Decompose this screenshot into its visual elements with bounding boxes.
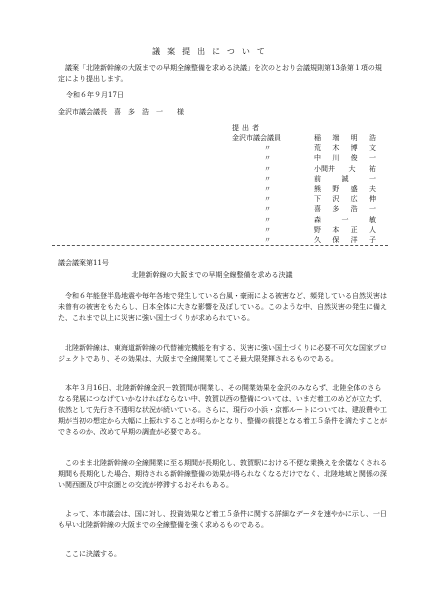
ditto-mark: 〃	[264, 236, 271, 244]
ditto-mark: 〃	[264, 144, 271, 153]
resolution-paragraph: 北陸新幹線は、東海道新幹線の代替補完機能を有する、災害に強い国土づくりに必要不可欠な国家プロジェクトであり、その効果は、大阪まで全線開業してこそ最大限発揮されるものである。	[58, 344, 387, 363]
member-name: 森 一 敏	[314, 215, 376, 224]
date: 令和６年９月17日	[66, 91, 124, 99]
ditto-mark: 〃	[264, 174, 271, 183]
member-name: 稲 端 明 浩	[314, 134, 376, 142]
bill-title: 北陸新幹線の大阪までの早期全線整備を求める決議	[131, 271, 293, 279]
member-name: 喜 多 浩 一	[314, 205, 376, 214]
ditto-mark: 〃	[264, 225, 271, 234]
submitter-label: 提出者	[232, 124, 262, 132]
ditto-mark: 〃	[264, 154, 271, 163]
ditto-mark: 〃	[264, 205, 271, 214]
member-name: 小間井 大 祐	[314, 164, 376, 173]
member-name: 野 本 正 人	[314, 225, 376, 234]
resolution-paragraph: 令和６年能登半島地震や毎年各地で発生している台風・豪雨による被害など、頻発している自然災害は未曾有の被害をもたらし、日本全体に大きな影響を及ぼしている。このような中、自然災害の発生に備えた、これまで以上に災害に強い国土づくりが求められている。	[58, 292, 387, 322]
document-title: 議案提出について	[152, 47, 272, 56]
addressee: 金沢市議会議長 喜 多 浩 一 様	[58, 108, 184, 116]
member-name: 下 沢 広 伸	[314, 195, 376, 204]
member-name: 中 川 俊 一	[314, 154, 376, 163]
member-name: 久 保 洋 子	[314, 236, 376, 244]
resolution-paragraph: 本年３月16日、北陸新幹線金沢－敦賀間が開業し、その開業効果を金沢のみならず、北陸全体のさらなる発展につなげていかなければならない中、敦賀以西の整備については、いまだ着工のめどが立たず、依然として先行き不透明な状況が続いている。さらに、現行の小浜・京都ルートについては、建設費や工期が当初の想定から大幅に上振れすることが明らかとなり、整備の前提となる着工５条件を満たすことができるのか、改めて早期の調査が必要である。	[58, 384, 387, 436]
member-name: 荒 木 博 文	[314, 144, 376, 153]
intro-text: 議案「北陸新幹線の大阪までの早期全線整備を求める決議」を次のとおり会議規則第13条第１項の規定により提出します。	[58, 64, 382, 83]
ditto-mark: 〃	[264, 215, 271, 224]
bill-number: 議会議案第11号	[58, 259, 109, 267]
member-name: 熊 野 盛 夫	[314, 185, 376, 193]
resolution-paragraph: ここに決議する。	[65, 550, 121, 558]
ditto-mark: 〃	[264, 195, 271, 204]
member-name: 前 誠 一	[314, 174, 376, 183]
submitter-org: 金沢市議会議員	[232, 134, 281, 142]
resolution-paragraph: よって、本市議会は、国に対し、投資効果など着工５条件に関する詳細なデータを速やかに示し、一日も早い北陸新幹線の大阪までの全線整備を強く求めるものである。	[58, 510, 387, 529]
resolution-paragraph: このまま北陸新幹線の全線開業に至る期間が長期化し、敦賀駅における不便な乗換えを余儀なくされる期間も長期化した場合、期待される新幹線整備の効果が得られなくなるだけでなく、北陸地域と関係の深い関西圏及び中京圏との交流が停滞するおそれもある。	[58, 459, 387, 489]
dashed-separator	[52, 245, 388, 246]
ditto-mark: 〃	[264, 185, 271, 193]
ditto-mark: 〃	[264, 164, 271, 173]
